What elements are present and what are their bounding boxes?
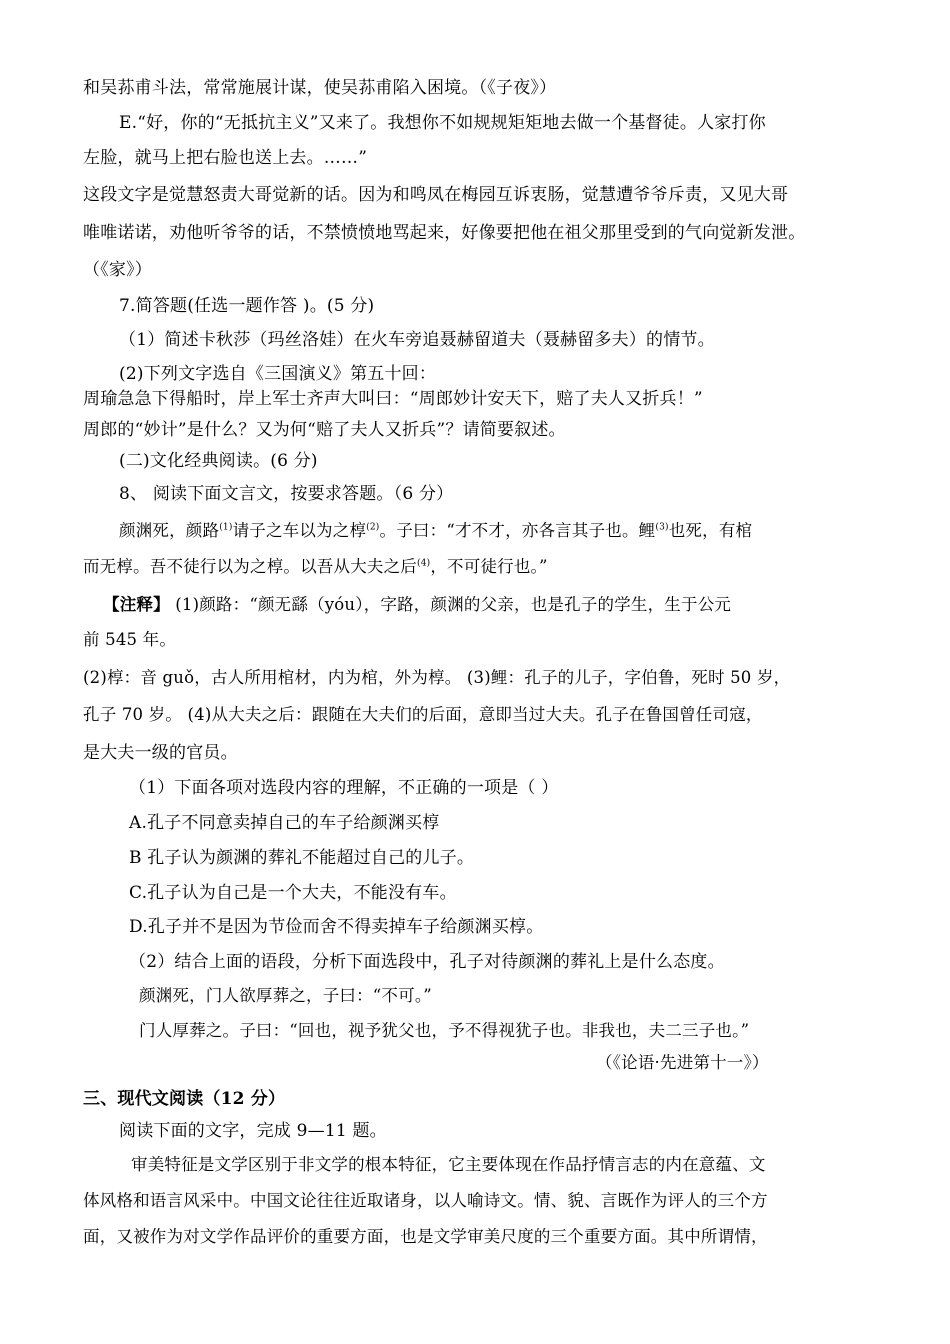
- text-fragment: 也死，有棺: [668, 521, 753, 540]
- text-line: 阅读下面的文字，完成 9—11 题。: [119, 1121, 387, 1141]
- annotation-line: (2)椁：音 guǒ，古人所用棺材，内为棺，外为椁。 (3)鲤：孔子的儿子，字伯鲁，死时 50 岁，: [83, 668, 791, 687]
- sub-question: （1）下面各项对选段内容的理解，不正确的一项是（ ）: [129, 778, 559, 798]
- source-citation: （《论语·先进第十一》）: [596, 1053, 769, 1072]
- annotation-line: [103, 594, 731, 616]
- text-line: （1）简述卡秋莎（玛丝洛娃）在火车旁追聂赫留道夫（聂赫留多夫）的情节。: [119, 330, 715, 350]
- annotation-line: 孔子 70 岁。 (4)从大夫之后：跟随在大夫们的后面，意即当过大夫。孔子在鲁国曾任司寇，: [83, 705, 763, 724]
- text-line: 唯唯诺诺，劝他听爷爷的话，不禁愤愤地骂起来，好像要把他在祖父那里受到的气向觉新发泄。: [83, 223, 806, 243]
- text-line: 和吴荪甫斗法，常常施展计谋，使吴荪甫陷入困境。（《子夜》）: [83, 78, 557, 98]
- footnote-marker: (4): [417, 558, 431, 569]
- text-line: 周郎的“妙计”是什么？又为何“赔了夫人又折兵”？请简要叙述。: [83, 420, 566, 440]
- question-heading: 7.简答题(任选一题作答 )。(5 分): [119, 296, 375, 316]
- text-line: 这段文字是觉慧怒责大哥觉新的话。因为和鸣凤在梅园互诉衷肠，觉慧遭爷爷斥责，又见大哥: [83, 185, 789, 205]
- classical-text-line: 颜渊死，门人欲厚葬之，子曰：“不可。”: [139, 986, 432, 1005]
- answer-option-c: C.孔子认为自己是一个大夫，不能没有车。: [129, 883, 457, 903]
- annotation-line: 是大夫一级的官员。: [83, 743, 238, 763]
- footnote-marker: (3): [655, 522, 669, 533]
- annotation-line: 前 545 年。: [83, 630, 177, 649]
- text-fragment: 而无椁。吾不徒行以为之椁。以吾从大夫之后: [83, 557, 417, 576]
- passage-line: 体风格和语言风采中。中国文论往往近取诸身，以人喻诗文。情、貌、言既作为评人的三个方: [83, 1191, 768, 1210]
- text-fragment: 颜渊死，颜路: [119, 521, 220, 540]
- classical-text-line: [119, 520, 752, 542]
- text-fragment: ，不可徒行也。”: [430, 557, 548, 576]
- footnote-marker: (2): [366, 522, 380, 533]
- text-line: 周瑜急急下得船时，岸上军士齐声大叫曰：“周郎妙计安天下，赔了夫人又折兵！”: [83, 389, 703, 409]
- text-line: 左脸，就马上把右脸也送上去。……”: [83, 148, 368, 168]
- section-heading: 三、现代文阅读（12 分）: [83, 1089, 286, 1109]
- answer-option-d: D.孔子并不是因为节俭而舍不得卖掉车子给颜渊买椁。: [129, 917, 544, 937]
- section-subheading: (二)文化经典阅读。(6 分): [119, 451, 318, 471]
- question-heading: 8、 阅读下面文言文，按要求答题。（6 分）: [119, 484, 454, 504]
- footnote-marker: (1): [219, 522, 233, 533]
- passage-line: 审美特征是文学区别于非文学的根本特征，它主要体现在作品抒情言志的内在意蕴、文: [131, 1155, 766, 1174]
- sub-question: （2）结合上面的语段，分析下面选段中，孔子对待颜渊的葬礼上是什么态度。: [129, 952, 725, 972]
- text-line: （《家》）: [83, 260, 152, 280]
- answer-option-a: A.孔子不同意卖掉自己的车子给颜渊买椁: [129, 813, 440, 833]
- text-fragment: 。子曰：“才不才，亦各言其子也。鲤: [379, 521, 656, 540]
- annotation-label: 【注释】: [103, 595, 170, 614]
- answer-option-b: B 孔子认为颜渊的葬礼不能超过自己的儿子。: [129, 848, 475, 868]
- text-fragment: (1)颜路：“颜无繇（yóu），字路，颜渊的父亲，也是孔子的学生，生于公元: [169, 595, 732, 614]
- classical-text-line: [83, 556, 548, 578]
- text-fragment: 请子之车以为之椁: [232, 521, 367, 540]
- passage-line: 面，又被作为对文学作品评价的重要方面，也是文学审美尺度的三个重要方面。其中所谓情，: [83, 1227, 768, 1246]
- text-line: (2)下列文字选自《三国演义》第五十回：: [119, 364, 437, 384]
- classical-text-line: 门人厚葬之。子曰：“回也，视予犹父也，予不得视犹子也。非我也，夫二三子也。”: [139, 1021, 750, 1040]
- text-line: E.“好，你的“无抵抗主义”又来了。我想你不如规规矩矩地去做一个基督徒。人家打你: [119, 113, 766, 133]
